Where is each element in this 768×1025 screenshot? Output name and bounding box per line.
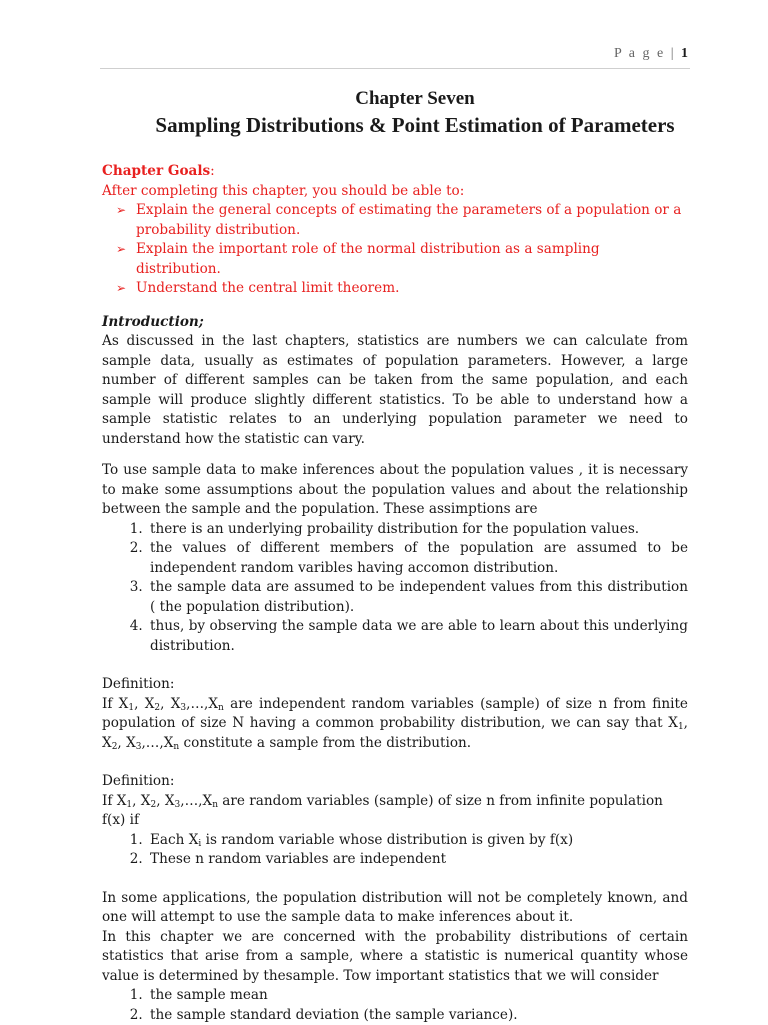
closing-paragraph-1: In some applications, the population distribution will not be completely known, and one will attempt to use the sample data to make inferences about it.: [102, 889, 688, 928]
page-content: [102, 162, 688, 1025]
assumption-item: 3. the sample data are assumed to be independent values from this distribution ( the population distribution).: [147, 578, 688, 617]
definition-2-text: If $X_1$, $X_2$, $X_3,\dots,X_n$ are random variables (sample) of size n from infinite population f(x) if: [102, 792, 688, 831]
goals-colon: :: [210, 163, 215, 179]
page-number: 1: [681, 46, 688, 61]
chapter-titles: [100, 86, 730, 138]
assumption-item: 1. there is an underlying probaility distribution for the population values.: [147, 520, 688, 540]
header-rule: [100, 68, 690, 69]
goal-item: ➢ Explain the general concepts of estimating the parameters of a population or a probability distribution.: [116, 201, 688, 240]
intro-paragraph-2: To use sample data to make inferences about the population values , it is necessary to make some assumptions about the population values and about the relationship between the sample and the population. These assimptions are: [102, 461, 688, 520]
statistic-item: 2. the sample standard deviation (the sample variance).: [147, 1006, 688, 1025]
goals-intro: After completing this chapter, you should be able to:: [102, 182, 688, 202]
definition-2-item: 2. These n random variables are independent: [147, 850, 688, 870]
definition-2-item: 1. Each $X_i$ is random variable whose distribution is given by f(x): [147, 831, 688, 851]
goals-heading: Chapter Goals: [102, 163, 210, 179]
goals-list: [102, 201, 688, 299]
chapter-goals: [102, 162, 688, 299]
introduction-heading: Introduction;: [102, 313, 688, 333]
definition-2-list: [102, 831, 688, 870]
statistics-list: [102, 986, 688, 1025]
closing-paragraph-2: In this chapter we are concerned with the probability distributions of certain statistics that arise from a sample, where a statistic is numerical quantity whose value is determined by thesample. Tow important statistics that we will consider: [102, 928, 688, 987]
definition-2-heading: Definition:: [102, 772, 688, 792]
intro-paragraph-1: As discussed in the last chapters, statistics are numbers we can calculate from sample data, usually as estimates of population parameters. However, a large number of different samples can be taken from the same population, and each sample will produce slightly different statistics. To be able to understand how a sample statistic relates to an underlying population parameter we need to understand how the statistic can vary.: [102, 332, 688, 449]
definition-1-text: If $X_1$, $X_2$, $X_3,\dots,X_n$ are independent random variables (sample) of size n from finite population of size N having a common probability distribution, we can say that $X_1$, $X_2$, $X_3,\dots,X_n$ constitute a sample from the distribution.: [102, 695, 688, 754]
goal-item: ➢ Understand the central limit theorem.: [116, 279, 688, 299]
statistic-item: 1. the sample mean: [147, 986, 688, 1006]
chapter-title: Sampling Distributions & Point Estimation of Parameters: [100, 112, 730, 138]
chapter-number: Chapter Seven: [100, 86, 730, 112]
page-header: [614, 46, 688, 62]
goal-item: ➢ Explain the important role of the normal distribution as a sampling distribution.: [116, 240, 688, 279]
assumptions-list: [102, 520, 688, 657]
page-label: P a g e |: [614, 46, 676, 61]
definition-1-heading: Definition:: [102, 675, 688, 695]
assumption-item: 4. thus, by observing the sample data we are able to learn about this underlying distribution.: [147, 617, 688, 656]
assumption-item: 2. the values of different members of the population are assumed to be independent random varibles having accomon distribution.: [147, 539, 688, 578]
